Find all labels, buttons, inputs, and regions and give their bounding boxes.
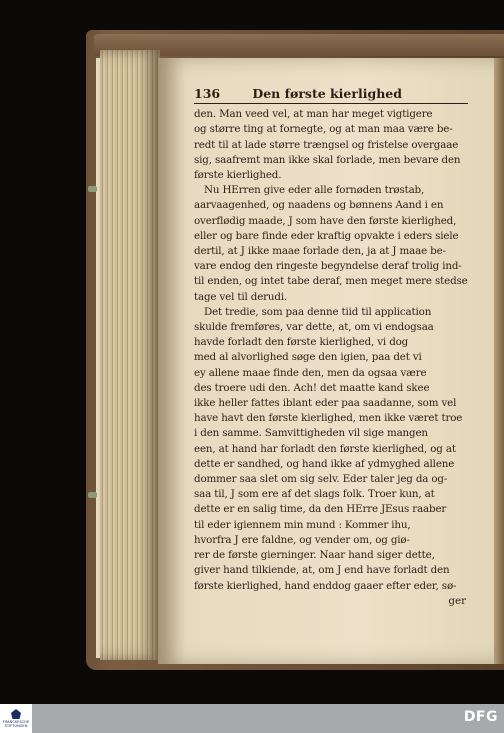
text-line: vare endog den ringeste begyndelse deraf trolig ind- (194, 260, 462, 273)
text-line: første kierlighed. (194, 169, 282, 182)
text-line: dette er sandhed, og hand ikke af ydmyghed allene (194, 457, 455, 470)
page-stack (100, 50, 160, 660)
text-line: ikke heller fattes iblant eder paa saadanne, som vel (194, 397, 457, 410)
text-line: tage vel til derudi. (194, 290, 288, 303)
text-line: des troere udi den. Ach! det maatte kand skee (194, 381, 430, 394)
text-line: aarvaagenhed, og naadens og bønnens Aand i en (194, 199, 444, 212)
text-line: have havt den første kierlighed, men ikke været troe (194, 412, 463, 425)
text-line: dommer saa slet om sig selv. Eder taler jeg da og- (194, 473, 448, 486)
page-fore-edge-right (494, 58, 504, 664)
viewer-footer-bar (0, 704, 504, 733)
text-line: ey allene maae finde den, men da ogsaa være (194, 366, 427, 379)
institution-crest-icon (11, 709, 21, 719)
text-line: første kierlighed, hand enddog gaaer efter eder, sø- (194, 579, 457, 592)
text-line: skulde fremføres, var dette, at, om vi endogsaa (194, 321, 434, 334)
text-line: redt til at lade større trængsel og fristelse overgaae (194, 138, 459, 151)
text-line: i den samme. Samvittigheden vil sige mangen (194, 427, 428, 440)
text-line: og større ting at fornegte, og at man maa være be- (194, 123, 453, 136)
text-line: sig, saafremt man ikke skal forlade, men bevare den (194, 153, 461, 166)
franckesche-stiftungen-logo[interactable] (0, 704, 32, 733)
page-clip-marker (88, 492, 97, 498)
text-line: til enden, og intet tabe deraf, men meget mere stedse (194, 275, 468, 288)
catchword: ger (448, 594, 466, 607)
text-line: een, at hand har forladt den første kierlighed, og at (194, 442, 456, 455)
text-line: Det tredie, som paa denne tiid til application (204, 305, 432, 318)
logo-text: FRANCKESCHE STIFTUNGEN (2, 720, 30, 728)
text-line: med al alvorlighed søge den igien, paa det vi (194, 351, 422, 364)
text-line: hvorfra J ere faldne, og vender om, og giø- (194, 533, 410, 546)
running-header (194, 86, 468, 104)
text-line: dette er en salig time, da den HErre JEsus raaber (194, 503, 447, 516)
page-clip-marker (88, 186, 97, 192)
text-line: rer de første gierninger. Naar hand siger dette, (194, 549, 435, 562)
text-line: overflødig maade, J som have den første kierlighed, (194, 214, 457, 227)
page-text-block (194, 86, 468, 609)
dfg-logo[interactable]: DFG (463, 709, 498, 725)
text-line: saa til, J som ere af det slags folk. Troer kun, at (194, 488, 435, 501)
text-line: til eder igiennem min mund : Kommer ihu, (194, 518, 411, 531)
page-number: 136 (194, 86, 221, 101)
text-line: eller og bare finde eder kraftig opvakte i eders siele (194, 229, 459, 242)
text-line: dertil, at J ikke maae forlade den, ja at J maae be- (194, 245, 446, 258)
running-title: Den første kierlighed (252, 86, 402, 101)
text-line: giver hand tilkiende, at, om J end have forladt den (194, 564, 450, 577)
text-line: havde forladt den første kierlighed, vi dog (194, 336, 409, 349)
text-line: Nu HErren give eder alle fornøden trøstab, (204, 184, 425, 197)
text-line: den. Man veed vel, at man har meget vigtigere (194, 108, 433, 121)
